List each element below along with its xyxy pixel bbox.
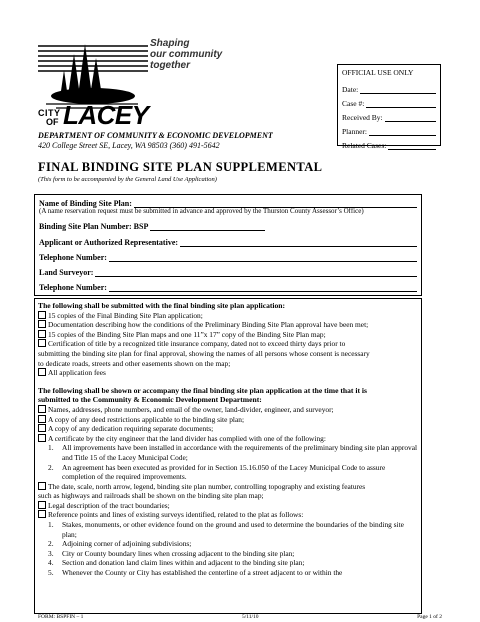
slogan-line-2: our community (150, 49, 223, 60)
checkbox[interactable] (38, 320, 46, 328)
checkbox[interactable] (38, 501, 46, 509)
official-use-box (337, 64, 441, 150)
checkbox[interactable] (38, 434, 46, 442)
plan-name-label: Name of Binding Site Plan: (39, 199, 132, 208)
form-title: FINAL BINDING SITE PLAN SUPPLEMENTAL (38, 160, 323, 174)
page-footer (38, 614, 442, 620)
numbered-item: 2. An agreement has been executed as provided for in Section 15.16.050 of the Lacey Municipal Code to assure completion of the required improvements. (48, 462, 386, 482)
slogan-line-1: Shaping (150, 38, 190, 49)
bsp-number-field[interactable] (150, 222, 265, 231)
official-planner-row[interactable]: Planner: (342, 122, 436, 136)
checklist-item-continued: to dedicate roads, streets and other easements shown on the map; (38, 358, 231, 368)
checkbox[interactable] (38, 311, 46, 319)
surveyor-row (39, 268, 417, 277)
checkbox[interactable] (38, 405, 46, 413)
official-date-field[interactable] (360, 86, 436, 94)
telephone-1-label: Telephone Number: (39, 253, 107, 262)
department-address: 420 College Street SE, Lacey, WA 98503 (360) 491-5642 (38, 141, 220, 150)
checklist-item: 15 copies of the Binding Site Plan maps and one 11”x 17” copy of the Binding Site Plan map; (38, 330, 418, 340)
checklist-item: Names, addresses, phone numbers, and email of the owner, land-divider, engineer, and surveyor; (38, 405, 418, 415)
applicant-info-box (34, 194, 422, 296)
official-use-title: OFFICIAL USE ONLY (342, 68, 414, 77)
slogan-line-3: together (150, 60, 190, 71)
checkbox[interactable] (38, 510, 46, 518)
numbered-item: 1. Stakes, monuments, or other evidence found on the ground and used to determine the boundaries of the binding site plan; (48, 520, 404, 539)
form-subtitle: (This form to be accompanied by the General Land Use Application) (38, 176, 217, 183)
numbered-item: 2. Adjoining corner of adjoining subdivisions; (48, 539, 192, 549)
checklist-item: Documentation describing how the conditions of the Preliminary Binding Site Plan approval have been met; (38, 320, 418, 330)
numbered-item: 4. Section and donation land claim lines within and adjacent to the binding site plan; (48, 558, 305, 568)
applicant-label: Applicant or Authorized Representative: (39, 238, 179, 247)
telephone-2-field[interactable] (109, 283, 417, 292)
section-1-heading: The following shall be submitted with the final binding site plan application: (38, 301, 286, 310)
official-case-field[interactable] (366, 100, 436, 108)
telephone-1-row (39, 253, 417, 262)
checkbox[interactable] (38, 330, 46, 338)
telephone-2-row (39, 283, 417, 292)
surveyor-label: Land Surveyor: (39, 268, 94, 277)
footer-page-number: Page 1 of 2 (417, 614, 442, 620)
checklist-item: Legal description of the tract boundaries; (38, 501, 418, 511)
official-date-row[interactable]: Date: (342, 80, 436, 94)
checklist-item: The date, scale, north arrow, legend, binding site plan number, controlling topography and existing features (38, 482, 418, 492)
numbered-item: 1. All improvements have been installed in accordance with the requirements of the preliminary binding site plan approval and Title 15 of the Lacey Municipal Code; (48, 443, 418, 462)
telephone-2-label: Telephone Number: (39, 283, 107, 292)
checkbox[interactable] (38, 368, 46, 376)
checklist-item: A certificate by the city engineer that the land divider has complied with one of the following: (38, 434, 418, 444)
official-case-row[interactable]: Case #: (342, 94, 436, 108)
requirements-box (34, 298, 422, 614)
plan-name-note: (A name reservation request must be submitted in advance and approved by the Thurston County Assessor’s Office) (39, 207, 364, 215)
checklist-item: All application fees (38, 368, 418, 378)
official-related-row[interactable]: Related Cases: (342, 136, 436, 150)
footer-form-id: FORM: BSPFIN – 1 (38, 614, 84, 620)
department-name: DEPARTMENT OF COMMUNITY & ECONOMIC DEVELOPMENT (38, 131, 273, 140)
logo-lacey-word: LACEY (63, 100, 149, 130)
footer-date: 5/11/10 (241, 614, 259, 620)
section-2-heading: The following shall be shown or accompany the final binding site plan application at the time that it is (38, 385, 367, 395)
numbered-item: 5. Whenever the County or City has established the centerline of a street adjacent to or within the (48, 568, 343, 578)
official-planner-field[interactable] (369, 128, 436, 136)
checklist-item: Reference points and lines of existing surveys identified, related to the plat as follows: (38, 510, 418, 520)
checklist-item: Certification of title by a recognized title insurance company, dated not to exceed thirty days prior to (38, 339, 418, 349)
checklist-item: A copy of any deed restrictions applicable to the binding site plan; (38, 415, 418, 425)
city-slogan (150, 38, 222, 71)
checklist-item-continued: such as highways and railroads shall be shown on the binding site plan map; (38, 491, 264, 501)
checkbox[interactable] (38, 482, 46, 490)
checkbox[interactable] (38, 424, 46, 432)
logo-city-word: CITY (38, 108, 61, 118)
bsp-number-label: Binding Site Plan Number: BSP (39, 222, 149, 231)
official-received-row[interactable]: Received By: (342, 108, 436, 122)
logo-of-word: OF (46, 117, 59, 127)
telephone-1-field[interactable] (109, 253, 417, 262)
surveyor-field[interactable] (95, 268, 417, 277)
applicant-field[interactable] (180, 238, 417, 247)
checklist-item: A copy of any dedication requiring separate documents; (38, 424, 418, 434)
section-2-heading-cont: submitted to the Community & Economic Development Department: (38, 395, 262, 405)
official-related-field[interactable] (388, 142, 436, 150)
numbered-item: 3. City or County boundary lines when crossing adjacent to the binding site plan; (48, 548, 295, 558)
bsp-number-row (39, 222, 265, 231)
official-received-field[interactable] (385, 114, 436, 122)
checklist-item: 15 copies of the Final Binding Site Plan application; (38, 311, 418, 321)
checklist-item-continued: submitting the binding site plan for final approval, showing the names of all persons whose consent is necessary (38, 348, 370, 358)
checkbox[interactable] (38, 339, 46, 347)
checkbox[interactable] (38, 415, 46, 423)
applicant-row (39, 238, 417, 247)
